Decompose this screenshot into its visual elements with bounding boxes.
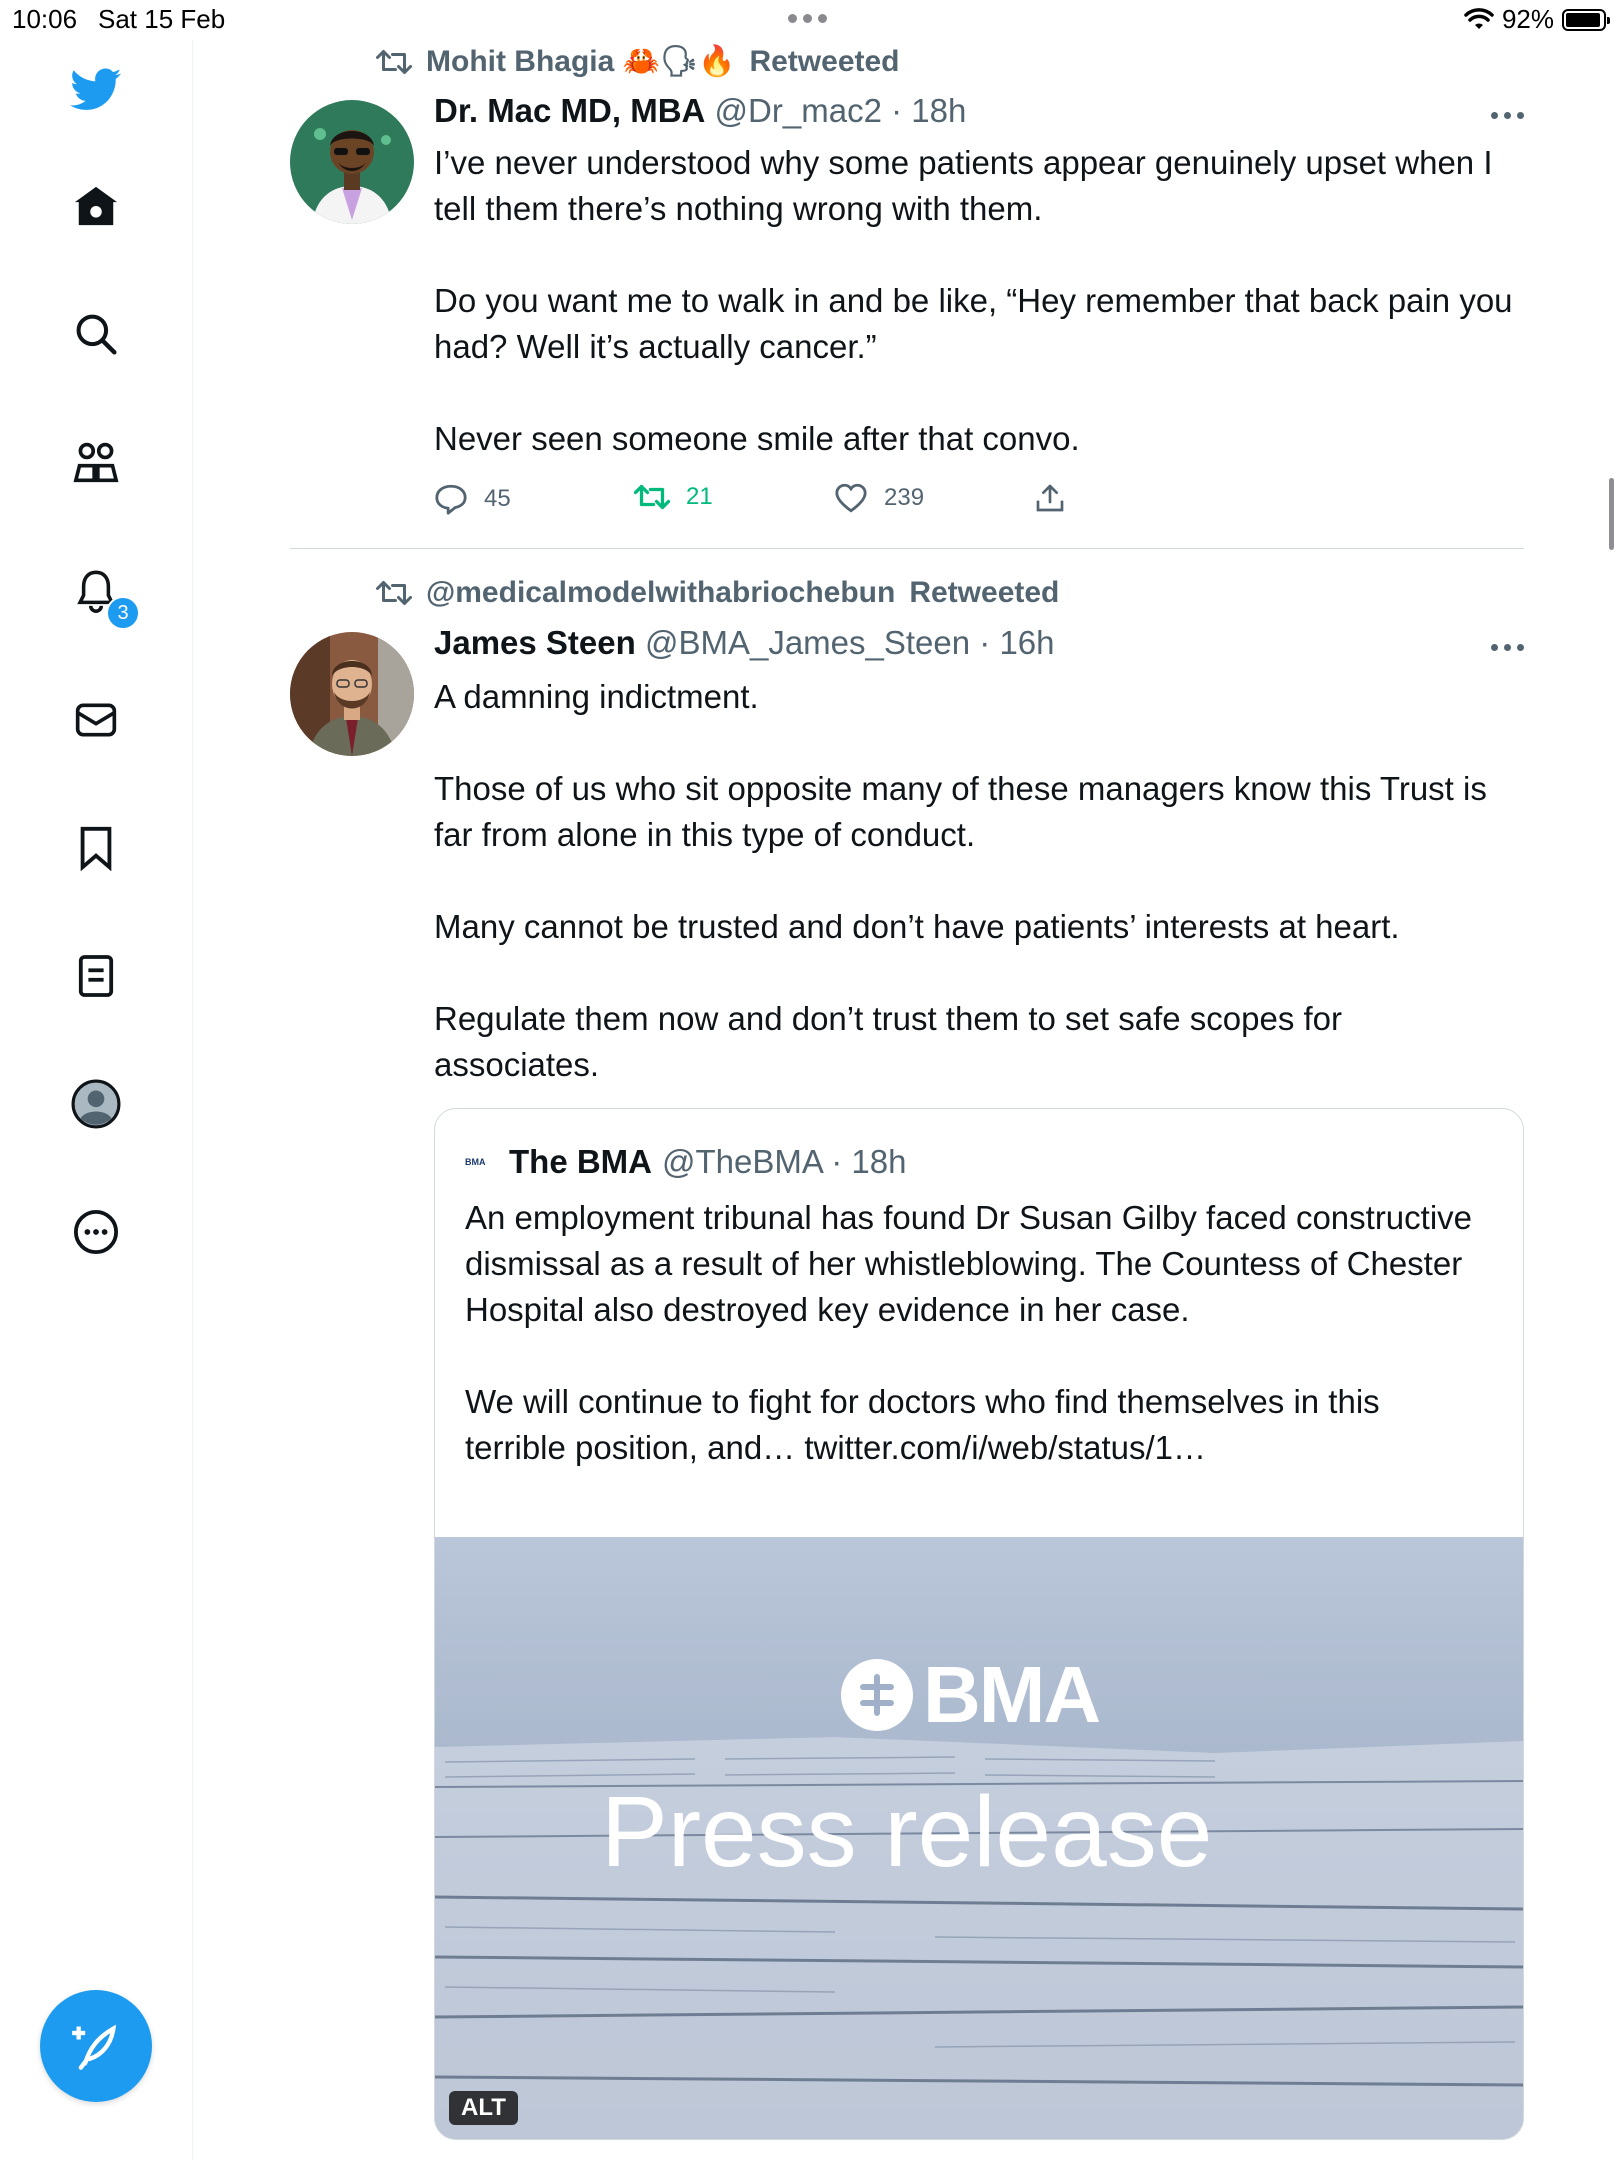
home-icon[interactable] xyxy=(70,180,122,232)
quoted-tweet-card[interactable] xyxy=(434,1108,1524,2140)
retweet-icon xyxy=(376,47,412,77)
author-handle[interactable]: @Dr_mac2 xyxy=(714,92,882,129)
wifi-icon xyxy=(1464,8,1494,32)
communities-icon[interactable] xyxy=(70,436,122,488)
image-title-text: Press release xyxy=(601,1776,1213,1888)
status-bar xyxy=(0,0,1620,40)
more-options-icon[interactable] xyxy=(70,1206,122,1258)
reply-count: 45 xyxy=(484,485,511,512)
quoted-tweet-image[interactable] xyxy=(435,1537,1523,2139)
quoted-author-name[interactable]: The BMA xyxy=(509,1143,652,1180)
battery-percent: 92% xyxy=(1501,4,1554,34)
messages-envelope-icon[interactable] xyxy=(70,694,122,746)
bma-logo xyxy=(839,1649,1099,1741)
sidebar xyxy=(0,40,193,2160)
retweet-count: 21 xyxy=(686,483,713,510)
heart-icon xyxy=(834,482,868,514)
tweet-time[interactable]: 18h xyxy=(911,92,967,129)
quoted-tweet-time: 18h xyxy=(851,1143,907,1180)
bookmark-icon[interactable] xyxy=(70,822,122,874)
retweet-active-icon xyxy=(634,482,670,512)
twitter-logo-icon[interactable] xyxy=(70,64,122,116)
quoted-tweet-text: An employment tribunal has found Dr Susan Gilby faced constructive dismissal as a result of her whistleblowing. The Countess of Chester Hospital also destroyed key evidence in her case. We will continue to fight for doctors who find themselves in this terrible position, and… twitter.com/i/web/status/1… xyxy=(465,1199,1473,1466)
tweet-divider xyxy=(290,548,1524,549)
share-button[interactable] xyxy=(1034,482,1066,514)
tweet-actions xyxy=(434,482,1094,522)
retweeted-by-link[interactable]: @medicalmodelwithabriochebun xyxy=(426,576,896,609)
notifications-badge: 3 xyxy=(106,596,140,630)
quoted-avatar-logo[interactable]: BMA xyxy=(465,1157,486,1167)
battery-icon xyxy=(1562,9,1606,31)
reply-icon xyxy=(434,482,468,516)
separator-dot: · xyxy=(881,92,912,129)
status-date: Sat 15 Feb xyxy=(98,4,226,34)
avatar[interactable] xyxy=(290,100,414,224)
tweet-time[interactable]: 16h xyxy=(999,624,1055,661)
profile-avatar-icon[interactable] xyxy=(70,1078,122,1130)
search-icon[interactable] xyxy=(70,308,122,360)
retweet-context xyxy=(376,44,900,79)
bma-emblem-icon xyxy=(839,1657,915,1733)
separator-dot: · xyxy=(970,624,1000,661)
quoted-author-handle[interactable]: @TheBMA xyxy=(662,1143,823,1180)
image-brand-text: BMA xyxy=(923,1650,1100,1739)
scroll-indicator[interactable] xyxy=(1609,478,1614,550)
more-menu-icon[interactable] xyxy=(1491,112,1524,119)
multitasking-dots-icon[interactable] xyxy=(788,14,827,23)
tweet[interactable] xyxy=(290,40,1524,548)
share-icon xyxy=(1034,482,1066,514)
like-count: 239 xyxy=(884,484,925,511)
compose-feather-icon xyxy=(70,2020,122,2072)
alt-text-badge[interactable]: ALT xyxy=(449,2091,518,2125)
retweet-icon xyxy=(376,578,412,608)
like-button[interactable] xyxy=(834,482,924,514)
retweeted-label: Retweeted xyxy=(909,576,1060,609)
retweet-button[interactable] xyxy=(634,482,713,512)
retweet-context xyxy=(376,576,1059,610)
retweeted-label: Retweeted xyxy=(749,44,900,78)
lists-icon[interactable] xyxy=(70,950,122,1002)
author-name[interactable]: James Steen xyxy=(434,624,636,661)
tweet-text: I’ve never understood why some patients appear genuinely upset when I tell them there’s nothing wrong with them. Do you want me to walk in and be like, “Hey remember that back pain you had? Well it’s actually cancer.” Never seen someone smile after that convo. xyxy=(434,144,1513,457)
retweeted-by-link[interactable]: Mohit Bhagia 🦀🗣🔥 xyxy=(426,45,736,78)
compose-tweet-button[interactable] xyxy=(40,1990,152,2102)
author-name[interactable]: Dr. Mac MD, MBA xyxy=(434,92,706,129)
avatar[interactable] xyxy=(290,632,414,756)
more-menu-icon[interactable] xyxy=(1491,644,1524,651)
tweet-text: A damning indictment. Those of us who sit opposite many of these managers know this Trust is far from alone in this type of conduct. Many cannot be trusted and don’t have patients’ interests at heart. Regulate them now and don’t trust them to set safe scopes for associates. xyxy=(434,678,1487,1083)
status-time: 10:06 xyxy=(12,4,78,34)
author-handle[interactable]: @BMA_James_Steen xyxy=(644,624,971,661)
separator-dot: · xyxy=(822,1143,852,1180)
reply-button[interactable] xyxy=(434,482,511,516)
